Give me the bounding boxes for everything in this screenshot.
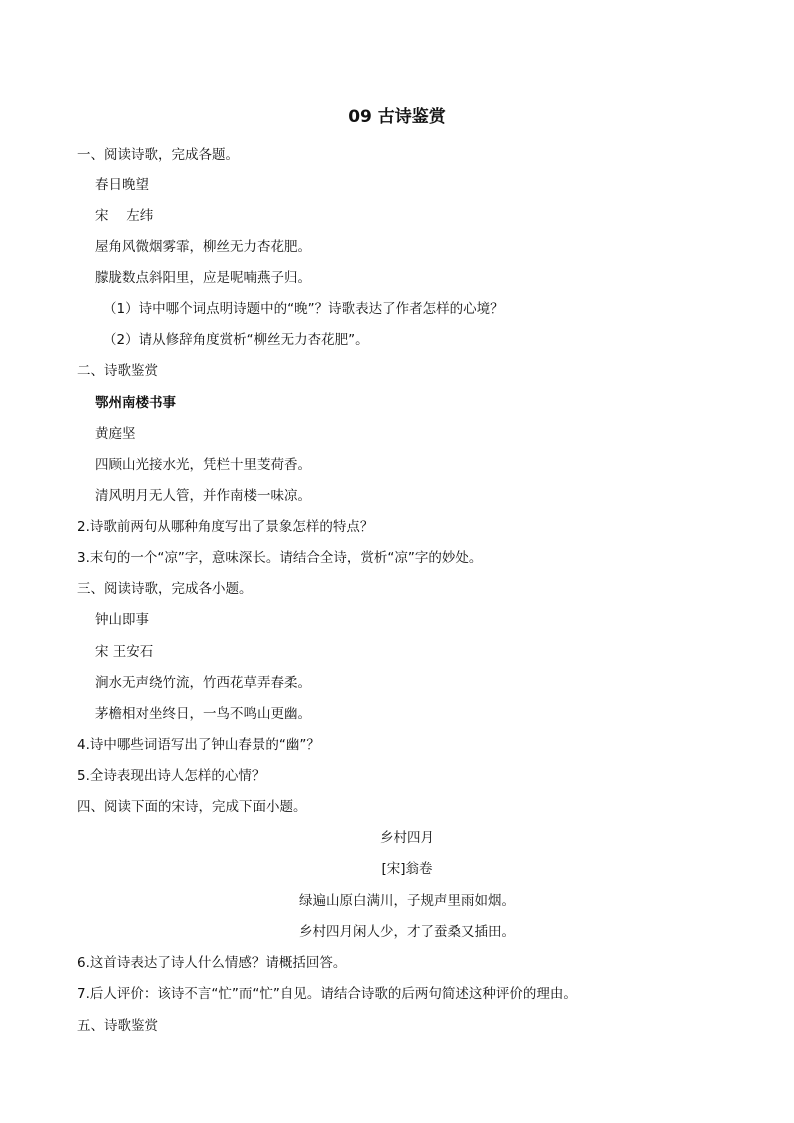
poem-3-title: 钟山即事: [95, 612, 149, 628]
question-1-2: （2）请从修辞角度赏析“柳丝无力杏花肥”。: [103, 332, 369, 348]
poem-4-line-1: 绿遍山原白满川，子规声里雨如烟。: [299, 893, 515, 909]
question-6: 6.这首诗表达了诗人什么情感？请概括回答。: [77, 955, 347, 971]
question-3: 3.末句的一个“凉”字，意味深长。请结合全诗，赏析“凉”字的妙处。: [77, 550, 483, 566]
question-7: 7.后人评价：该诗不言“忙”而“忙”自见。请结合诗歌的后两句简述这种评价的理由。: [77, 986, 577, 1002]
section-5-heading: 五、诗歌鉴赏: [77, 1018, 158, 1034]
question-2: 2.诗歌前两句从哪种角度写出了景象怎样的特点？: [77, 519, 374, 535]
poem-2-title: 鄂州南楼书事: [95, 395, 176, 411]
poem-1-line-2: 朦胧数点斜阳里，应是呢喃燕子归。: [95, 270, 311, 286]
question-1-1: （1）诗中哪个词点明诗题中的“晚”？诗歌表达了作者怎样的心境？: [103, 301, 504, 317]
question-4: 4.诗中哪些词语写出了钟山春景的“幽”？: [77, 737, 320, 753]
poem-3-line-2: 茅檐相对坐终日，一鸟不鸣山更幽。: [95, 706, 311, 722]
poem-1-title: 春日晚望: [95, 177, 149, 193]
poem-4-author: [宋]翁卷: [381, 861, 433, 877]
poem-3-author: 宋 王安石: [95, 644, 154, 660]
poem-2-line-2: 清风明月无人管，并作南楼一味凉。: [95, 488, 311, 504]
poem-4-title: 乡村四月: [380, 830, 434, 846]
section-1-heading: 一、阅读诗歌，完成各题。: [77, 147, 239, 163]
poem-2-line-1: 四顾山光接水光，凭栏十里芰荷香。: [95, 457, 311, 473]
poem-3-line-1: 涧水无声绕竹流，竹西花草弄春柔。: [95, 675, 311, 691]
poem-2-author: 黄庭坚: [95, 426, 136, 442]
poem-1-author: 宋 左纬: [95, 208, 154, 224]
question-5: 5.全诗表现出诗人怎样的心情？: [77, 768, 266, 784]
section-2-heading: 二、诗歌鉴赏: [77, 363, 158, 379]
page-title: 09 古诗鉴赏: [348, 107, 446, 127]
poem-1-line-1: 屋角风微烟雾霏，柳丝无力杏花肥。: [95, 239, 311, 255]
poem-4-line-2: 乡村四月闲人少，才了蚕桑又插田。: [299, 924, 515, 940]
section-3-heading: 三、阅读诗歌，完成各小题。: [77, 581, 253, 597]
section-4-heading: 四、阅读下面的宋诗，完成下面小题。: [77, 799, 307, 815]
